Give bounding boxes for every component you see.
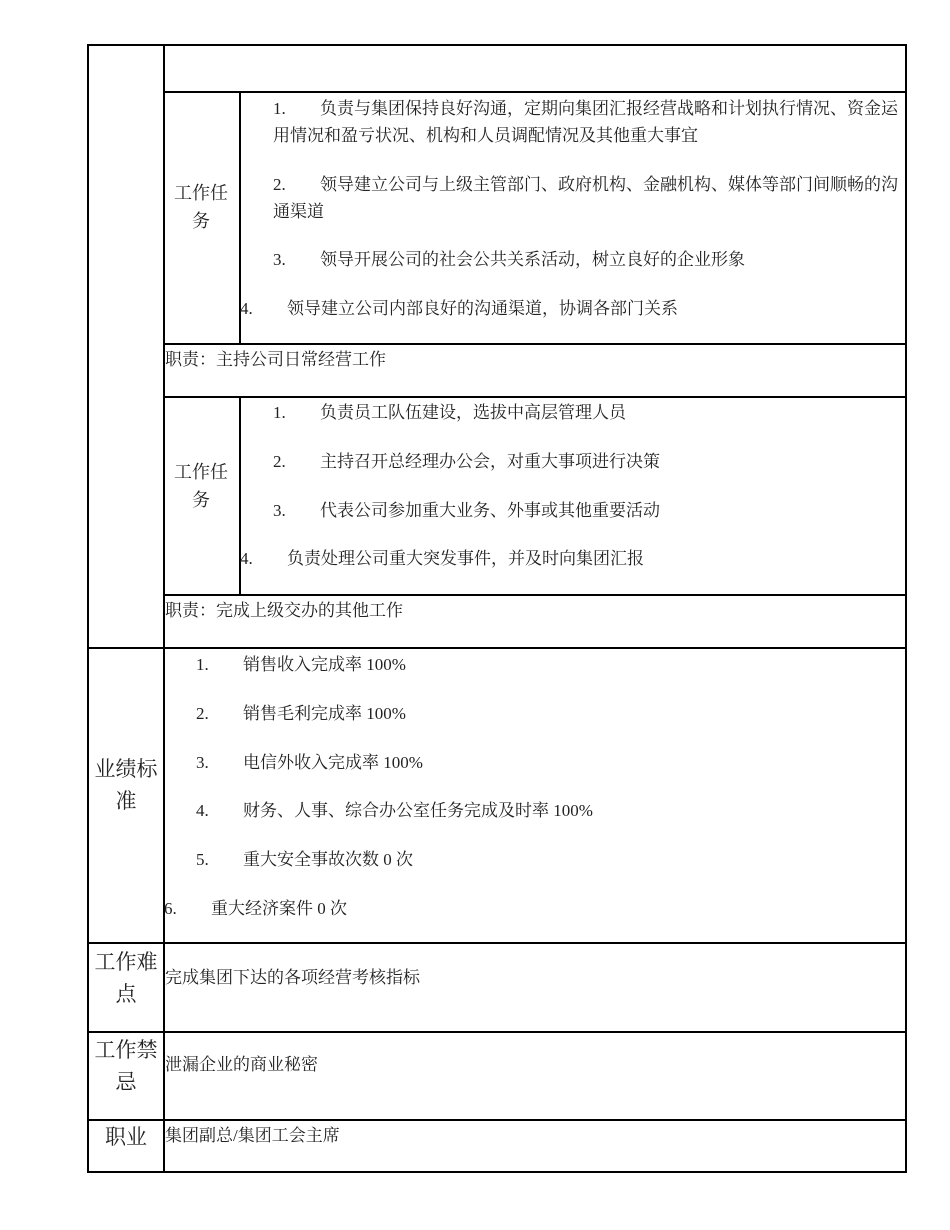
row-divider [87,647,907,649]
duty-text: 职责：完成上级交办的其他工作 [165,601,403,620]
row-divider [87,1119,907,1121]
performance-number: 5. [196,850,209,869]
task-number: 4. [240,549,253,568]
difficulty-label: 工作难点 [94,950,158,1006]
performance-item: 重大安全事故次数 0 次 [243,850,413,869]
task-label: 工作任务 [174,462,228,510]
performance-number: 3. [196,753,209,772]
table-bottom-border [87,1171,907,1173]
row-divider [163,343,906,345]
task-item: 代表公司参加重大业务、外事或其他重要活动 [320,501,660,520]
performance-item: 电信外收入完成率 100% [243,753,423,772]
task-number: 1. [273,99,286,118]
row-divider [163,594,906,596]
performance-item: 财务、人事、综合办公室任务完成及时率 100% [243,801,593,820]
task-item: 领导建立公司与上级主管部门、政府机构、金融机构、媒体等部门间顺畅的沟通渠道 [273,175,898,222]
row-divider [163,396,906,398]
career-label: 职业 [105,1125,147,1149]
performance-number: 2. [196,704,209,723]
task-item: 负责员工队伍建设，选拔中高层管理人员 [320,403,626,422]
task-number: 2. [273,452,286,471]
task-item: 负责与集团保持良好沟通，定期向集团汇报经营战略和计划执行情况、资金运用情况和盈亏状况、机构和人员调配情况及其他重大事宜 [273,99,898,146]
task-label: 工作任务 [174,183,228,231]
taboo-text: 泄漏企业的商业秘密 [165,1055,318,1074]
task-number: 1. [273,403,286,422]
performance-label: 业绩标准 [94,757,158,813]
task-number: 3. [273,501,286,520]
row-divider [87,942,907,944]
task-item: 领导建立公司内部良好的沟通渠道，协调各部门关系 [287,299,678,318]
performance-item: 销售收入完成率 100% [243,655,406,674]
duty-text: 职责：主持公司日常经营工作 [165,350,386,369]
task-item: 负责处理公司重大突发事件，并及时向集团汇报 [287,549,644,568]
row-divider [163,91,906,93]
performance-item: 重大经济案件 0 次 [211,899,347,918]
taboo-label: 工作禁忌 [94,1038,158,1094]
task-item: 主持召开总经理办公会，对重大事项进行决策 [320,452,660,471]
performance-number: 6. [164,899,177,918]
row-divider [87,1031,907,1033]
table-left-border [87,44,89,1172]
table-right-border [905,44,907,1172]
performance-number: 1. [196,655,209,674]
task-number: 2. [273,175,286,194]
career-text: 集团副总/集团工会主席 [165,1126,340,1145]
task-item: 领导开展公司的社会公共关系活动，树立良好的企业形象 [320,250,745,269]
task-number: 3. [273,250,286,269]
performance-item: 销售毛利完成率 100% [243,704,406,723]
performance-number: 4. [196,801,209,820]
task-number: 4. [240,299,253,318]
difficulty-text: 完成集团下达的各项经营考核指标 [165,968,420,987]
table-top-border [87,44,907,46]
